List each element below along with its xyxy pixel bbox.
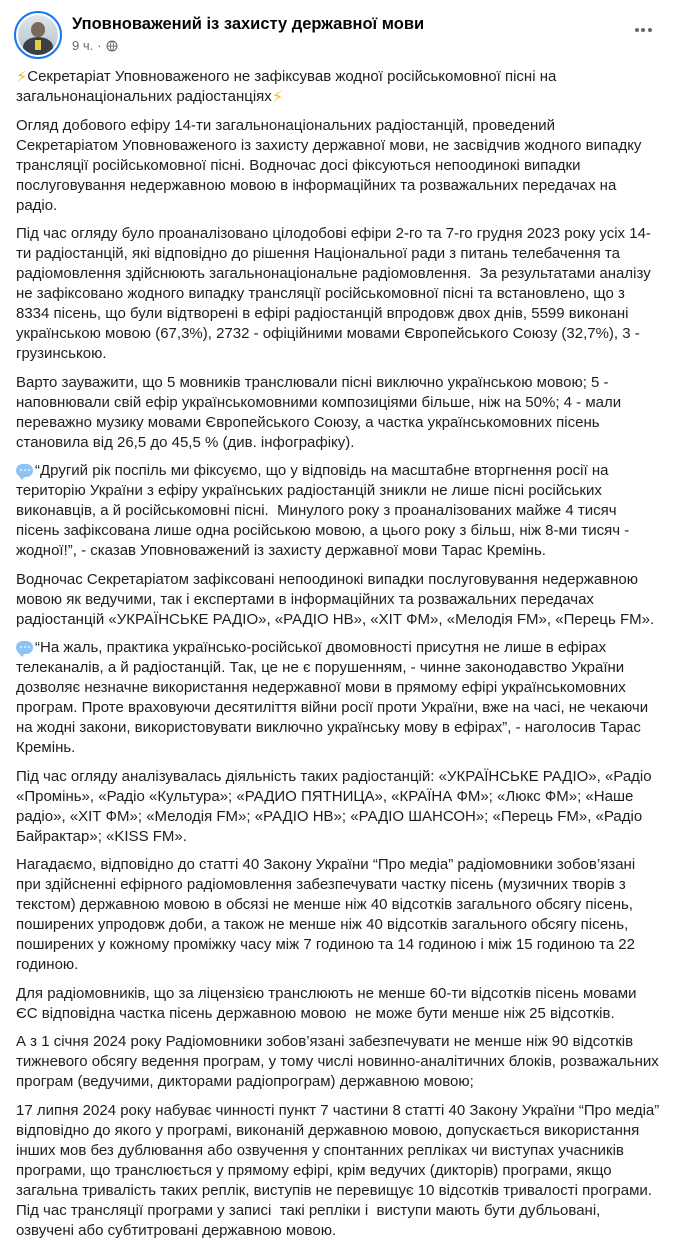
post-header	[0, 0, 677, 65]
post-paragraph: “На жаль, практика українсько-російської двомовності присутня не лише в ефірах телеканалів, а й радіостанцій. Так, це не є порушенням, - чинне законодавство України дозволяє незначне використання недержавної мови в прямому ефірі українськомовних програм. Проте враховуючи десятиліття війни росії проти України, вже на часі, не чекаючи на жодні закони, використовувати виключно українську мову в ефірах”, - наголосив Тарас Кремінь.	[16, 639, 653, 756]
post-paragraph: Огляд добового ефіру 14-ти загальнонаціональних радіостанцій, проведений Секретаріатом Уповноваженого із захисту державної мови, не засвідчив жодного випадку трансляції російськомовної пісні. Водночас досі фіксуються непоодинокі випадки послуговування недержавною мовою в інформаційних та розважальних передачах на радіо.	[16, 116, 646, 214]
header-text	[72, 11, 424, 54]
author-name[interactable]: Уповноважений із захисту державної мови	[72, 15, 425, 33]
post-options-ellipsis-icon[interactable]	[627, 18, 659, 42]
post-paragraph: Під час огляду аналізувалась діяльність таких радіостанцій: «УКРАЇНСЬКЕ РАДІО», «Радіо «Промінь», «Радіо «Культура»; «РАДИО ПЯТНИЦА», «КРАЇНА ФМ»; «Люкс ФМ»; «Наше радіо», «ХІТ ФМ»; «Мелодія FM»; «РАДІО НВ»; «РАДІО ШАНСОН»; «Перець FM», «Радіо Байрактар»; «KISS FM».	[16, 767, 656, 845]
globe-icon	[106, 40, 118, 52]
lightning-icon: ⚡	[16, 69, 28, 86]
post-paragraph: Під час огляду було проаналізовано цілодобові ефіри 2-го та 7-го грудня 2023 року усіх 14-ти радіостанцій, які відповідно до рішення Національної ради з питань телебачення та радіомовлення здійснюють загальнонаціональне радіомовлення. За результатами аналізу не зафіксовано жодного випадку трансляції російськомовної пісні та встановлено, що з 8334 пісень, що були відтворені в ефірі радіостанцій впродовж двох днів, 5599 виконані українською мовою (67,3%), 2732 - офіційними мовами Європейського Союзу (32,7%), 3 - грузинською.	[16, 225, 655, 362]
post-meta	[72, 38, 424, 54]
avatar-shirt-shape	[35, 40, 41, 50]
avatar[interactable]	[14, 11, 62, 59]
post-paragraph: ⚡Секретаріат Уповноваженого не зафіксував жодної російськомовної пісні на загальнонаціональних радіостанціях⚡	[16, 68, 561, 106]
timestamp[interactable]: 9 ч.	[72, 38, 94, 53]
post-paragraph: Нагадаємо, відповідно до статті 40 Закону України “Про медіа” радіомовники зобов’язані при здійсненні ефірного радіомовлення забезпечувати частку пісень (музичних творів з текстом) державною мовою в обсязі не менше ніж 40 відсотків загального обсягу пісень, поширених упродовж доби, а також не менше ніж 40 відсотків загального обсягу пісень, поширених у кожному проміжку часу між 7 годиною та 14 годиною і між 15 годиною та 22 годиною.	[16, 856, 640, 973]
meta-separator: ·	[97, 38, 102, 53]
post-text	[0, 65, 677, 1255]
profile-photo	[18, 15, 58, 55]
post-paragraph: Варто зауважити, що 5 мовників транслювали пісні виключно українською мовою; 5 - наповнювали свій ефір українськомовними композиціями більше, ніж на 50%; 4 - мали переважно музику мовами Європейського Союзу, а частка українськомовних пісень становила від 26,5 до 45,5 % (див. інфографіку).	[16, 373, 626, 451]
post-paragraph: А з 1 січня 2024 року Радіомовники зобов’язані забезпечувати не менше ніж 90 відсотків тижневого обсягу ведення програм, у тому числі новинно-аналітичних блоків, розважальних програм (ведучими, дикторами радіопрограм) державною мовою;	[16, 1033, 663, 1090]
post-paragraph: Для радіомовників, що за ліцензією транслюють не менше 60-ти відсотків пісень мовами ЄС відповідна частка пісень державною мовою не може бути менше ніж 25 відсотків.	[16, 984, 641, 1022]
speech-balloon-icon	[16, 641, 33, 654]
post-paragraph: Водночас Секретаріатом зафіксовані непоодинокі випадки послуговування недержавною мовою як ведучими, так і експертами в інформаційних та розважальних передачах радіостанцій «УКРАЇНСЬКЕ РАДІО», «РАДІО НВ», «ХІТ ФМ», «Мелодія FM», «Перець FM».	[16, 570, 655, 628]
avatar-head-shape	[31, 22, 45, 37]
post-paragraph: “Другий рік поспіль ми фіксуємо, що у відповідь на масштабне вторгнення росії на територію України з ефіру українських радіостанцій зникли не лише пісні російських виконавців, а й російськомовні пісні. Минулого року з проаналізованих майже 4 тисяч пісень зафіксована лише одна російською мовою, а цього року з більш, ніж 8-ми тисяч - жодної!”, - сказав Уповноважений із захисту державної мови Тарас Кремінь.	[16, 462, 634, 559]
speech-balloon-icon	[16, 464, 33, 477]
post-paragraph: 17 липня 2024 року набуває чинності пункт 7 частини 8 статті 40 Закону України “Про медіа” відповідно до якого у програмі, виконаній державною мовою, допускається використання інших мов без дублювання або озвучення у спонтанних репліках чи виступах учасників програми, що транслюється у прямому ефірі, крім ведучих (дикторів) програми, якщо загальна тривалість таких реплік, виступів не перевищує 10 відсотків тривалості програми. Під час трансляції програми у записі такі репліки і виступи мають бути дубльовані, озвучені або субтитровані державною мовою.	[16, 1101, 664, 1239]
lightning-icon: ⚡	[271, 89, 284, 106]
